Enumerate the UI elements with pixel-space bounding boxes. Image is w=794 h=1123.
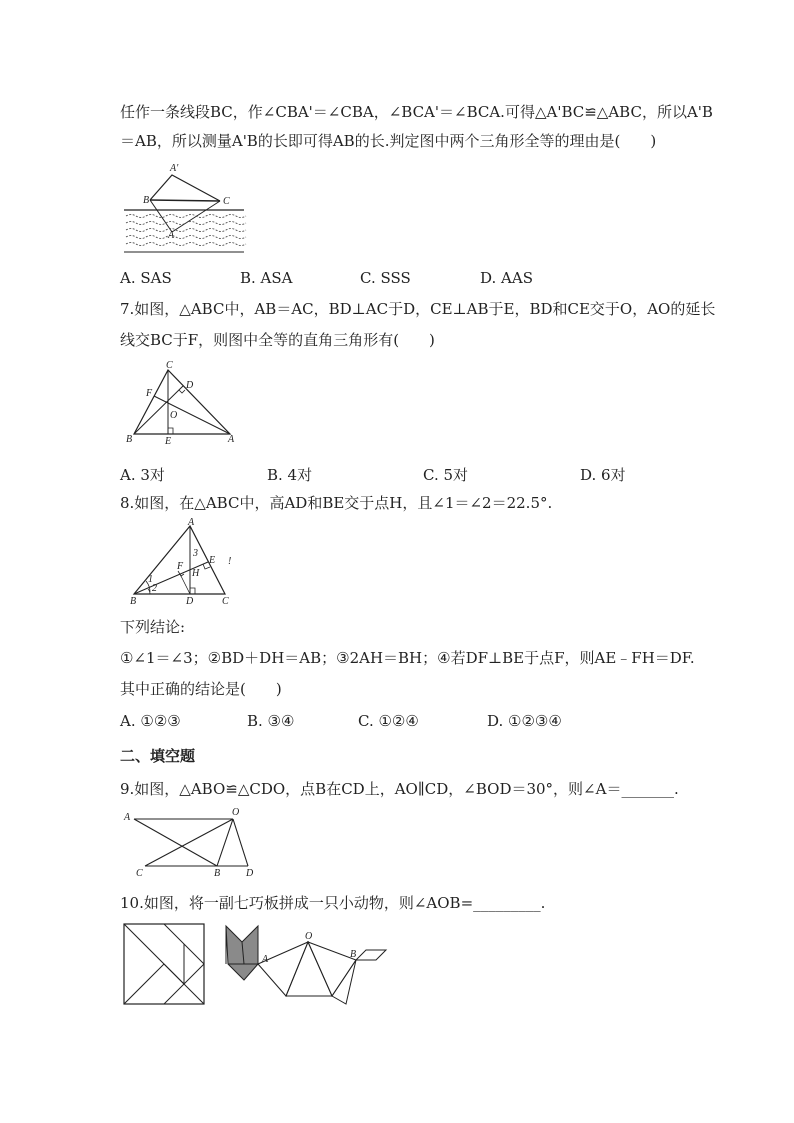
q7-triangle-figure (120, 360, 250, 450)
q6-text-line2: ＝AB，所以测量A'B的长即可得AB的长.判定图中两个三角形全等的理由是( ) (120, 132, 657, 150)
q6-text-line1: 任作一条线段BC，作∠CBA'＝∠CBA，∠BCA'＝∠BCA.可得△A'BC≌△ABC，所以A'B (120, 103, 713, 121)
q7-option-b[interactable]: B. 4对 (267, 466, 313, 484)
q9-figure (120, 806, 265, 878)
q6-option-a[interactable]: A. SAS (120, 269, 172, 287)
q7-label-f: F (146, 388, 153, 399)
q9-label-o: O (232, 807, 240, 818)
q6-river-figure (120, 160, 250, 260)
q10-label-a: A (262, 954, 269, 965)
q7-option-a[interactable]: A. 3对 (120, 466, 165, 484)
q6-option-d[interactable]: D. AAS (480, 269, 533, 287)
q8-triangle-figure (120, 518, 250, 608)
q10-text-line1: 10.如图，将一副七巧板拼成一只小动物，则∠AOB=_________. (120, 894, 546, 912)
q8-option-d[interactable]: D. ①②③④ (487, 712, 562, 730)
q7-label-b: B (126, 434, 133, 445)
q7-label-o: O (170, 410, 178, 421)
q7-label-a: A (228, 434, 235, 445)
q7-option-c[interactable]: C. 5对 (423, 466, 469, 484)
q6-label-b: B (143, 195, 150, 206)
q7-label-d: D (186, 380, 194, 391)
q8-text-line1: 8.如图，在△ABC中，高AD和BE交于点H，且∠1＝∠2＝22.5°. (120, 494, 553, 512)
q8-conclusions: ①∠1＝∠3；②BD＋DH＝AB；③2AH＝BH；④若DF⊥BE于点F，则AE﹣FH＝DF. (120, 649, 695, 667)
q9-text-line1: 9.如图，△ABO≌△CDO，点B在CD上，AO∥CD，∠BOD＝30°，则∠A＝_______. (120, 780, 679, 798)
q6-label-a: A (168, 230, 175, 241)
q10-label-b: B (350, 949, 357, 960)
q8-label-2: 2 (152, 583, 157, 594)
q8-label-d: D (186, 596, 194, 607)
q8-label-c: C (222, 596, 229, 607)
q7-option-d[interactable]: D. 6对 (580, 466, 626, 484)
q8-label-f: F (177, 561, 184, 572)
q8-option-c[interactable]: C. ①②④ (358, 712, 419, 730)
q8-option-a[interactable]: A. ①②③ (120, 712, 181, 730)
q10-tangram-square (122, 922, 207, 1007)
q7-label-e: E (165, 436, 172, 447)
q8-question: 其中正确的结论是( ) (120, 680, 282, 698)
q8-label-1: 1 (148, 574, 153, 585)
q8-label-h: H (192, 568, 200, 579)
q8-label-3: 3 (193, 548, 198, 559)
q9-label-a: A (124, 812, 131, 823)
q6-option-c[interactable]: C. SSS (360, 269, 411, 287)
q10-label-o: O (305, 931, 313, 942)
q6-label-c: C (223, 196, 230, 207)
q8-label-a: A (188, 518, 195, 528)
q10-tangram-animal (222, 920, 392, 1010)
q8-label-mark: ! (228, 556, 232, 567)
q9-label-b: B (214, 868, 221, 878)
q8-label-b: B (130, 596, 137, 607)
q6-label-a-prime: A' (170, 163, 179, 174)
q8-label-e: E (209, 555, 216, 566)
q7-label-c: C (166, 360, 173, 371)
section-heading-fill-in: 二、填空题 (120, 747, 196, 765)
q8-conclusions-label: 下列结论: (120, 618, 186, 636)
q9-label-d: D (246, 868, 254, 878)
q6-option-b[interactable]: B. ASA (240, 269, 293, 287)
q7-text-line2: 线交BC于F，则图中全等的直角三角形有( ) (120, 331, 435, 349)
q9-label-c: C (136, 868, 143, 878)
q7-text-line1: 7.如图，△ABC中，AB＝AC，BD⊥AC于D，CE⊥AB于E，BD和CE交于O，AO的延长 (120, 300, 716, 318)
q8-option-b[interactable]: B. ③④ (247, 712, 295, 730)
